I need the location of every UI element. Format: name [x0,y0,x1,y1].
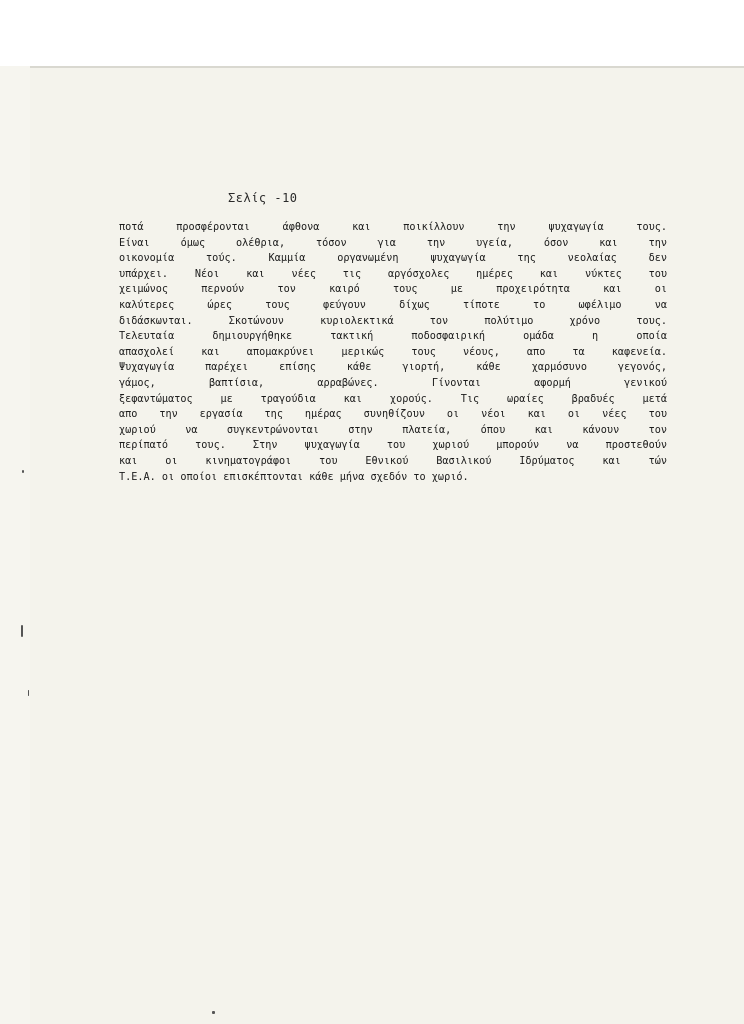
scan-speck [21,625,23,637]
text-line: Τ.Ε.Α. οι οποίοι επισκέπτονται κάθε μήνα σχεδόν το χωριό. [119,471,469,483]
text-line: Ψυχαγωγία παρέχει επίσης κάθε γιορτή, κάθε χαρμόσυνο γεγονός, [119,362,667,374]
text-line: οικονομία τούς. Καμμία οργανωμένη ψυχαγωγία της νεολαίας δεν [119,253,667,265]
text-line: περίπατό τους. Στην ψυχαγωγία του χωριού μπορούν να προστεθούν [119,440,667,452]
text-line: ποτά προσφέρονται άφθονα και ποικίλλουν την ψυχαγωγία τους. [119,222,667,233]
scan-top-margin [0,0,744,66]
body-paragraph [119,220,667,485]
scan-speck [22,470,24,473]
text-line: και οι κινηματογράφοι του Εθνικού Βασιλικού Ιδρύματος και τών [119,455,667,467]
text-line: ξεφαντώματος με τραγούδια και χορούς. Τις ωραίες βραδυές μετά [119,393,667,405]
text-line: απασχολεί και απομακρύνει μερικώς τους νέους, απο τα καφενεία. [119,346,667,358]
text-line: Είναι όμως ολέθρια, τόσον για την υγεία, όσον και την [119,237,667,249]
text-line: υπάρχει. Νέοι και νέες τις αργόσχολες ημέρες και νύκτες του [119,268,667,280]
text-line: γάμος, βαπτίσια, αρραβώνες. Γίνονται αφορμή γενικού [119,377,667,389]
paper-sheet [30,68,744,1024]
text-line: Τελευταία δημιουργήθηκε τακτική ποδοσφαιρική ομάδα η οποία [119,331,667,343]
scan-speck [28,690,29,696]
scan-speck [212,1011,215,1014]
page-number-heading: Σελίς -10 [228,191,298,205]
text-line: χειμώνος περνούν τον καιρό τους με προχειρότητα και οι [119,284,667,296]
text-line: χωριού να συγκεντρώνονται στην πλατεία, όπου και κάνουν τον [119,424,667,436]
text-line: διδάσκωνται. Σκοτώνουν κυριολεκτικά τον πολύτιμο χρόνο τους. [119,315,667,327]
text-line: καλύτερες ώρες τους φεύγουν δίχως τίποτε το ωφέλιμο να [119,299,667,311]
text-line: απο την εργασία της ημέρας συνηθίζουν οι νέοι και οι νέες του [119,409,667,421]
